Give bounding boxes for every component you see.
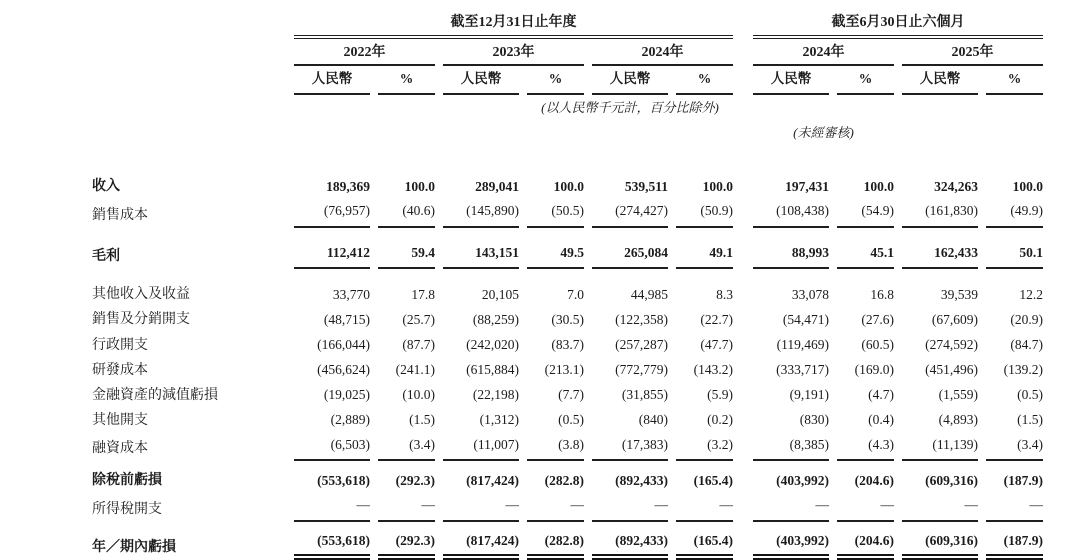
value-cell: (84.7) — [1010, 337, 1043, 353]
value-cell: (892,433) — [615, 472, 668, 488]
value-cell: (11,139) — [902, 433, 978, 461]
value-cell: (1,559) — [938, 387, 978, 403]
table-row — [92, 269, 1043, 307]
value-cell: 189,369 — [326, 178, 370, 194]
value-cell: (10.0) — [402, 387, 435, 403]
value-cell: (456,624) — [317, 362, 370, 378]
value-cell: (139.2) — [1003, 362, 1043, 378]
value-cell: (3.8) — [527, 433, 584, 461]
value-cell: (830) — [799, 412, 829, 428]
group-gap — [741, 199, 745, 227]
value-cell: 49.5 — [527, 228, 584, 269]
unaudited-note: (未經審核) — [793, 125, 854, 141]
value-cell: (20.9) — [1010, 312, 1043, 328]
group-gap — [741, 269, 745, 307]
period-header-row — [92, 10, 1043, 39]
value-cell: (4.7) — [868, 387, 894, 403]
value-cell: (2,889) — [330, 412, 370, 428]
value-cell: (609,316) — [925, 472, 978, 488]
value-cell: 8.3 — [716, 286, 733, 302]
group-gap — [741, 522, 745, 560]
row-label: 融資成本 — [92, 441, 148, 457]
value-cell: (19,025) — [323, 387, 370, 403]
row-label: 研發成本 — [92, 362, 148, 378]
value-cell: (3.4) — [378, 433, 435, 461]
value-cell: (27.6) — [861, 312, 894, 328]
value-cell: (60.5) — [861, 337, 894, 353]
value-cell: (615,884) — [466, 362, 519, 378]
table-body — [92, 143, 1043, 560]
row-label: 所得稅開支 — [92, 501, 162, 517]
value-cell: 45.1 — [837, 228, 894, 269]
value-cell: (54.9) — [837, 199, 894, 227]
value-cell: 100.0 — [1012, 178, 1043, 194]
value-cell: — — [378, 493, 435, 521]
value-cell: (553,618) — [294, 522, 370, 560]
group-gap — [741, 333, 745, 358]
value-cell: 50.1 — [986, 228, 1043, 269]
value-cell: — — [592, 493, 668, 521]
value-cell: (166,044) — [317, 337, 370, 353]
value-cell: (22,198) — [472, 387, 519, 403]
value-cell: 100.0 — [863, 178, 894, 194]
year-header-2025-interim: 2025年 — [902, 39, 1043, 66]
value-cell: (87.7) — [402, 337, 435, 353]
value-cell: 100.0 — [404, 178, 435, 194]
value-cell: 33,078 — [791, 286, 829, 302]
value-cell: (122,358) — [615, 312, 668, 328]
table-row — [92, 143, 1043, 199]
row-label: 其他收入及收益 — [92, 287, 190, 303]
row-label: 行政開支 — [92, 337, 148, 353]
value-cell: (54,471) — [782, 312, 829, 328]
unit-note: (以人民幣千元計，百分比除外) — [541, 99, 719, 115]
group-gap — [741, 358, 745, 383]
value-cell: — — [443, 493, 519, 521]
value-cell: (9,191) — [789, 387, 829, 403]
value-cell: (242,020) — [466, 337, 519, 353]
value-cell: (67,609) — [931, 312, 978, 328]
value-cell: (274,427) — [592, 199, 668, 227]
value-cell: 88,993 — [753, 228, 829, 269]
value-cell: — — [902, 493, 978, 521]
value-cell: — — [753, 493, 829, 521]
group-gap — [741, 461, 745, 493]
value-cell: (282.8) — [527, 522, 584, 560]
group-gap — [741, 433, 745, 461]
value-cell: (22.7) — [700, 312, 733, 328]
value-cell: (169.0) — [854, 362, 894, 378]
value-cell: (76,957) — [294, 199, 370, 227]
value-cell: (187.9) — [986, 522, 1043, 560]
row-label: 年／期內虧損 — [92, 540, 176, 556]
value-cell: 39,539 — [940, 286, 978, 302]
value-cell: 33,770 — [332, 286, 370, 302]
subheader-row — [92, 66, 1043, 94]
value-cell: (292.3) — [395, 472, 435, 488]
table-row — [92, 461, 1043, 493]
period-header-annual: 截至12月31日止年度 — [294, 10, 733, 39]
percent-header: % — [986, 66, 1043, 94]
group-gap — [741, 307, 745, 332]
value-cell: (5.9) — [707, 387, 733, 403]
value-cell: (11,007) — [443, 433, 519, 461]
row-label: 金融資產的減值虧損 — [92, 387, 218, 403]
row-label: 除稅前虧損 — [92, 473, 162, 489]
value-cell: (333,717) — [776, 362, 829, 378]
value-cell: 143,151 — [443, 228, 519, 269]
table-row — [92, 333, 1043, 358]
value-cell: (83.7) — [551, 337, 584, 353]
value-cell: (817,424) — [466, 472, 519, 488]
currency-header: 人民幣 — [294, 66, 370, 94]
value-cell: (8,385) — [753, 433, 829, 461]
value-cell: (50.9) — [676, 199, 733, 227]
row-label: 其他開支 — [92, 412, 148, 428]
value-cell: 112,412 — [294, 228, 370, 269]
value-cell: 197,431 — [785, 178, 829, 194]
row-label: 收入 — [92, 179, 120, 195]
value-cell: (553,618) — [317, 472, 370, 488]
value-cell: 539,511 — [624, 178, 668, 194]
group-gap — [741, 10, 745, 39]
value-cell: 100.0 — [702, 178, 733, 194]
value-cell: 44,985 — [630, 286, 668, 302]
value-cell: (892,433) — [592, 522, 668, 560]
value-cell: (1.5) — [1017, 412, 1043, 428]
value-cell: (204.6) — [854, 472, 894, 488]
value-cell: (6,503) — [294, 433, 370, 461]
value-cell: (30.5) — [551, 312, 584, 328]
group-gap — [741, 493, 745, 521]
currency-header: 人民幣 — [443, 66, 519, 94]
value-cell: (145,890) — [443, 199, 519, 227]
value-cell: — — [527, 493, 584, 521]
value-cell: (165.4) — [676, 522, 733, 560]
year-header-2023: 2023年 — [443, 39, 584, 66]
value-cell: (403,992) — [753, 522, 829, 560]
value-cell: (31,855) — [621, 387, 668, 403]
value-cell: (25.7) — [402, 312, 435, 328]
value-cell: (0.4) — [868, 412, 894, 428]
value-cell: (7.7) — [558, 387, 584, 403]
value-cell: (213.1) — [544, 362, 584, 378]
value-cell: (119,469) — [776, 337, 829, 353]
value-cell: (17,383) — [592, 433, 668, 461]
value-cell: (817,424) — [443, 522, 519, 560]
value-cell: (3.4) — [986, 433, 1043, 461]
value-cell: — — [837, 493, 894, 521]
value-cell: (161,830) — [902, 199, 978, 227]
unaudited-note-row — [92, 117, 1043, 143]
value-cell: (4.3) — [837, 433, 894, 461]
group-gap — [741, 383, 745, 408]
value-cell: (0.2) — [707, 412, 733, 428]
value-cell: 16.8 — [870, 286, 894, 302]
value-cell: 17.8 — [411, 286, 435, 302]
unit-note-row — [92, 95, 1043, 118]
value-cell: (403,992) — [776, 472, 829, 488]
value-cell: (187.9) — [1003, 472, 1043, 488]
value-cell: 289,041 — [475, 178, 519, 194]
value-cell: (108,438) — [753, 199, 829, 227]
value-cell: 324,263 — [934, 178, 978, 194]
year-header-2024-interim: 2024年 — [753, 39, 894, 66]
table-row — [92, 228, 1043, 269]
value-cell: 265,084 — [592, 228, 668, 269]
value-cell: (282.8) — [544, 472, 584, 488]
value-cell: (241.1) — [395, 362, 435, 378]
table-row — [92, 358, 1043, 383]
value-cell: (274,592) — [925, 337, 978, 353]
value-cell: (1.5) — [409, 412, 435, 428]
table-row — [92, 493, 1043, 521]
value-cell: (88,259) — [472, 312, 519, 328]
table-row — [92, 433, 1043, 461]
table-row — [92, 408, 1043, 433]
value-cell: (3.2) — [676, 433, 733, 461]
value-cell: (772,779) — [615, 362, 668, 378]
table-row — [92, 307, 1043, 332]
value-cell: — — [986, 493, 1043, 521]
value-cell: (143.2) — [693, 362, 733, 378]
value-cell: (47.7) — [700, 337, 733, 353]
value-cell: (0.5) — [1017, 387, 1043, 403]
value-cell: — — [676, 493, 733, 521]
row-label: 銷售成本 — [92, 207, 148, 223]
value-cell: 100.0 — [553, 178, 584, 194]
value-cell: (451,496) — [925, 362, 978, 378]
year-header-2024: 2024年 — [592, 39, 733, 66]
value-cell: (840) — [638, 412, 668, 428]
currency-header: 人民幣 — [592, 66, 668, 94]
currency-header: 人民幣 — [753, 66, 829, 94]
value-cell: (50.5) — [527, 199, 584, 227]
value-cell: (609,316) — [902, 522, 978, 560]
value-cell: (257,287) — [615, 337, 668, 353]
value-cell: 59.4 — [378, 228, 435, 269]
value-cell: (48,715) — [323, 312, 370, 328]
value-cell: 7.0 — [567, 286, 584, 302]
table-row — [92, 199, 1043, 227]
table-row — [92, 383, 1043, 408]
group-gap — [741, 408, 745, 433]
table-row — [92, 522, 1043, 560]
value-cell: (292.3) — [378, 522, 435, 560]
group-gap — [741, 228, 745, 269]
percent-header: % — [527, 66, 584, 94]
income-statement-table — [84, 10, 1051, 560]
label-column-spacer — [92, 10, 286, 39]
percent-header: % — [676, 66, 733, 94]
percent-header: % — [837, 66, 894, 94]
value-cell: (40.6) — [378, 199, 435, 227]
currency-header: 人民幣 — [902, 66, 978, 94]
year-header-row — [92, 39, 1043, 66]
value-cell: (4,893) — [938, 412, 978, 428]
row-label: 毛利 — [92, 249, 120, 265]
value-cell: (165.4) — [693, 472, 733, 488]
value-cell: 49.1 — [676, 228, 733, 269]
value-cell: (49.9) — [986, 199, 1043, 227]
value-cell: 20,105 — [481, 286, 519, 302]
group-gap — [741, 143, 745, 199]
value-cell: 162,433 — [902, 228, 978, 269]
value-cell: — — [294, 493, 370, 521]
value-cell: (1,312) — [479, 412, 519, 428]
value-cell: 12.2 — [1019, 286, 1043, 302]
year-header-2022: 2022年 — [294, 39, 435, 66]
row-label: 銷售及分銷開支 — [92, 312, 190, 328]
period-header-interim: 截至6月30日止六個月 — [753, 10, 1043, 39]
value-cell: (204.6) — [837, 522, 894, 560]
percent-header: % — [378, 66, 435, 94]
value-cell: (0.5) — [558, 412, 584, 428]
